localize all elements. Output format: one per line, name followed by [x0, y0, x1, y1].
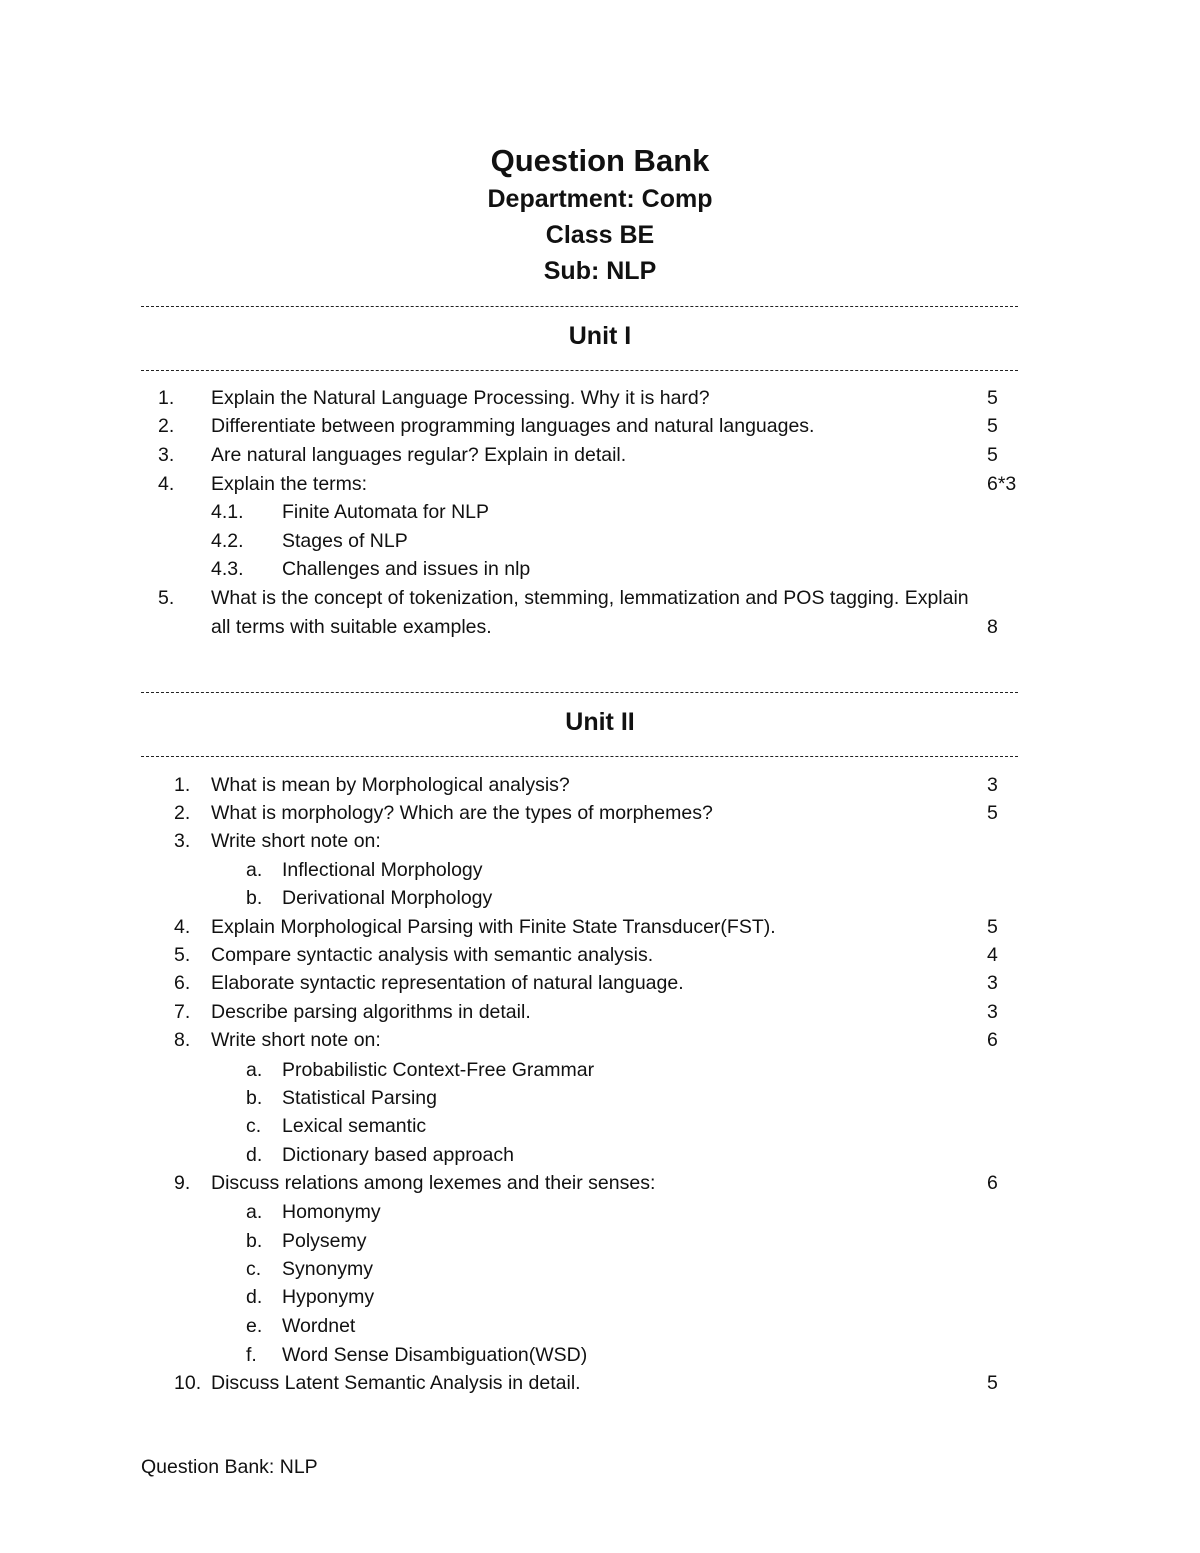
question-marks: 6	[987, 1029, 998, 1051]
question-number: 3.	[158, 444, 175, 466]
question-marks: 5	[987, 916, 998, 938]
question-number: 3.	[174, 830, 191, 852]
question-text: Explain the Natural Language Processing. Why it is hard?	[211, 387, 710, 409]
class-line: Class BE	[545, 221, 655, 249]
subquestion-letter: c.	[246, 1115, 262, 1137]
question-number: 2.	[174, 802, 191, 824]
subquestion-text: Homonymy	[282, 1201, 381, 1223]
question-text: Differentiate between programming languages and natural languages.	[211, 415, 815, 437]
unit2-title: Unit II	[565, 708, 635, 736]
question-marks: 4	[987, 944, 998, 966]
subquestion-text: Stages of NLP	[282, 530, 408, 552]
subquestion-text: Synonymy	[282, 1258, 374, 1280]
subquestion-number: 4.1.	[211, 501, 244, 523]
subquestion-text: Statistical Parsing	[282, 1087, 437, 1109]
question-text: Explain the terms:	[211, 473, 368, 495]
subquestion-letter: b.	[246, 1087, 263, 1109]
question-marks: 6	[987, 1172, 998, 1194]
question-text: Describe parsing algorithms in detail.	[211, 1001, 531, 1023]
subquestion-letter: b.	[246, 887, 263, 909]
subquestion-text: Inflectional Morphology	[282, 859, 483, 881]
subquestion-text: Hyponymy	[282, 1286, 375, 1308]
page-title: Question Bank	[490, 143, 710, 178]
question-number: 1.	[158, 387, 175, 409]
question-marks: 8	[987, 616, 998, 638]
divider	[141, 756, 1018, 757]
subquestion-number: 4.2.	[211, 530, 244, 552]
question-number: 7.	[174, 1001, 191, 1023]
question-number: 6.	[174, 972, 191, 994]
question-marks: 5	[987, 387, 998, 409]
question-marks: 6*3	[987, 473, 1017, 495]
divider	[141, 306, 1018, 307]
question-text-continued: all terms with suitable examples.	[211, 616, 492, 638]
question-text: Explain Morphological Parsing with Finite State Transducer(FST).	[211, 916, 776, 938]
subject-line: Sub: NLP	[543, 257, 657, 285]
question-number: 8.	[174, 1029, 191, 1051]
subquestion-text: Word Sense Disambiguation(WSD)	[282, 1344, 588, 1366]
question-number: 5.	[158, 587, 175, 609]
question-text: Discuss Latent Semantic Analysis in detail.	[211, 1372, 581, 1394]
divider	[141, 692, 1018, 693]
question-text: Elaborate syntactic representation of natural language.	[211, 972, 684, 994]
subquestion-text: Finite Automata for NLP	[282, 501, 490, 523]
subquestion-text: Dictionary based approach	[282, 1144, 514, 1166]
question-text: Compare syntactic analysis with semantic analysis.	[211, 944, 654, 966]
subquestion-letter: c.	[246, 1258, 262, 1280]
question-text: What is morphology? Which are the types of morphemes?	[211, 802, 713, 824]
question-number: 9.	[174, 1172, 191, 1194]
question-number: 2.	[158, 415, 175, 437]
subquestion-letter: b.	[246, 1230, 263, 1252]
question-text: What is the concept of tokenization, stemming, lemmatization and POS tagging. Explain	[211, 587, 969, 609]
question-text: Write short note on:	[211, 830, 381, 852]
subquestion-letter: d.	[246, 1144, 263, 1166]
subquestion-text: Wordnet	[282, 1315, 356, 1337]
question-number: 4.	[158, 473, 175, 495]
subquestion-text: Derivational Morphology	[282, 887, 493, 909]
question-text: Are natural languages regular? Explain in detail.	[211, 444, 627, 466]
subquestion-letter: a.	[246, 1059, 263, 1081]
question-marks: 5	[987, 1372, 998, 1394]
divider	[141, 370, 1018, 371]
subquestion-text: Challenges and issues in nlp	[282, 558, 531, 580]
question-text: Discuss relations among lexemes and their senses:	[211, 1172, 656, 1194]
question-marks: 3	[987, 774, 998, 796]
subquestion-letter: a.	[246, 859, 263, 881]
question-marks: 5	[987, 802, 998, 824]
subquestion-letter: a.	[246, 1201, 263, 1223]
subquestion-text: Polysemy	[282, 1230, 367, 1252]
question-text: Write short note on:	[211, 1029, 381, 1051]
subquestion-letter: e.	[246, 1315, 263, 1337]
question-marks: 5	[987, 415, 998, 437]
question-number: 5.	[174, 944, 191, 966]
question-marks: 3	[987, 972, 998, 994]
department-line: Department: Comp	[487, 185, 713, 213]
question-number: 10.	[174, 1372, 202, 1394]
question-text: What is mean by Morphological analysis?	[211, 774, 570, 796]
subquestion-letter: f.	[246, 1344, 257, 1366]
unit1-title: Unit I	[568, 322, 632, 350]
subquestion-letter: d.	[246, 1286, 263, 1308]
subquestion-number: 4.3.	[211, 558, 244, 580]
page-footer: Question Bank: NLP	[141, 1456, 318, 1478]
question-number: 4.	[174, 916, 191, 938]
question-marks: 5	[987, 444, 998, 466]
question-marks: 3	[987, 1001, 998, 1023]
subquestion-text: Probabilistic Context-Free Grammar	[282, 1059, 595, 1081]
question-number: 1.	[174, 774, 191, 796]
subquestion-text: Lexical semantic	[282, 1115, 427, 1137]
